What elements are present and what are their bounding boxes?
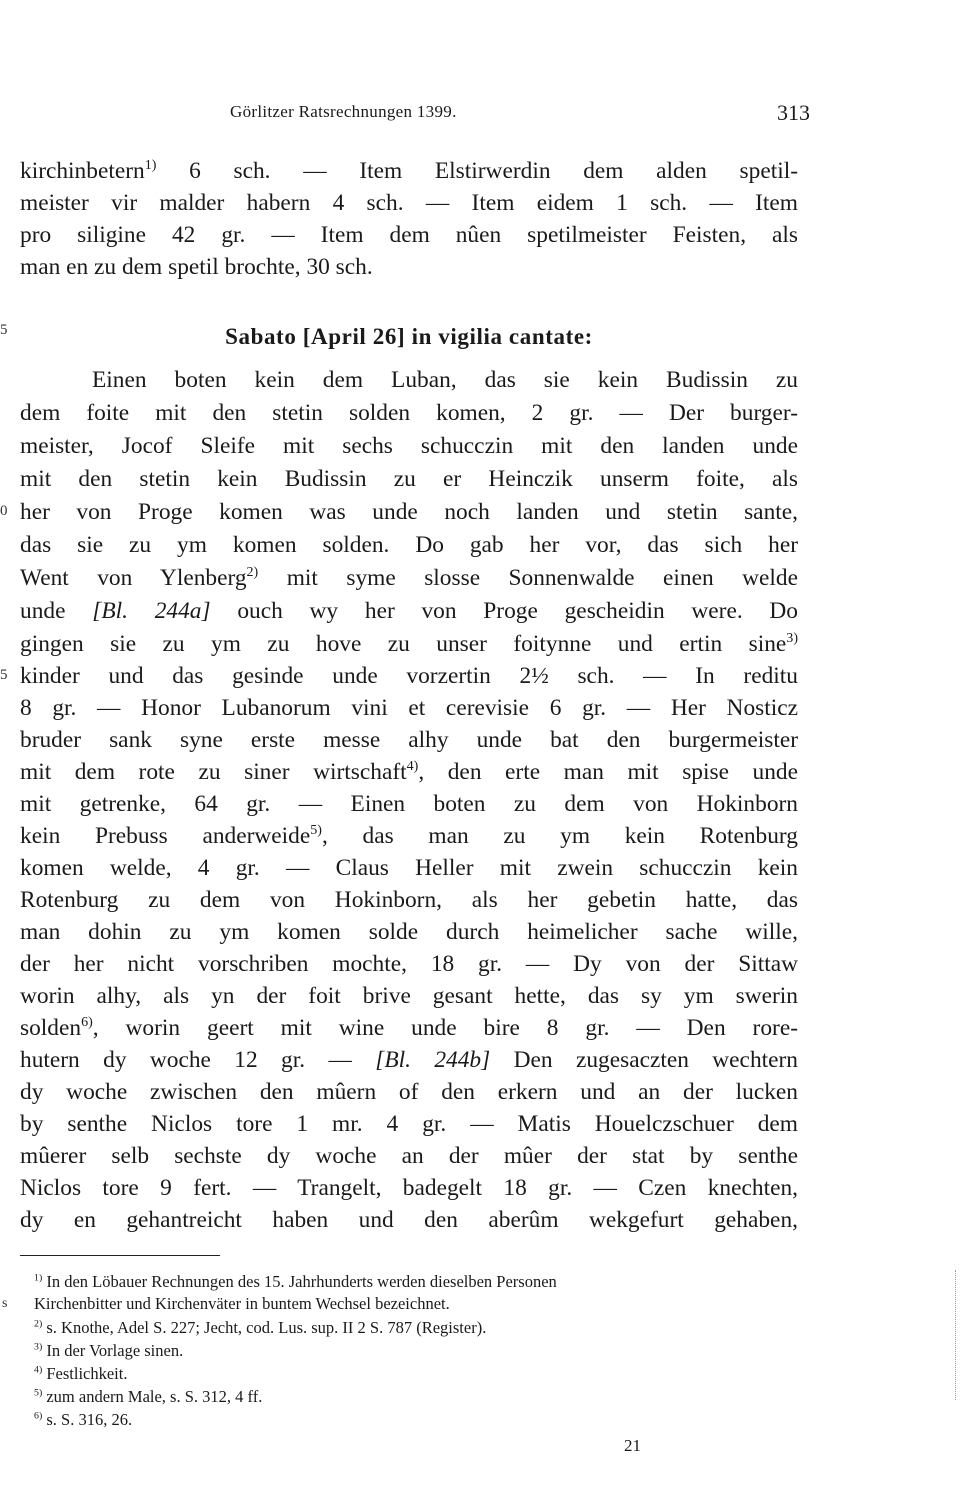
text-line: Einen boten kein dem Luban, das sie kein Budissin zu bbox=[92, 367, 798, 393]
text-line: mit dem rote zu siner wirtschaft$^{4)}$, den erte man mit spise unde bbox=[20, 758, 798, 785]
text-line: 8 gr. — Honor Lubanorum vini et cerevisie 6 gr. — Her Nosticz bbox=[20, 695, 798, 721]
margin-line-number: 5 bbox=[0, 667, 8, 683]
text-line: worin alhy, als yn der foit brive gesant hette, das sy ym swerin bbox=[20, 983, 798, 1009]
margin-line-number: 5 bbox=[0, 322, 8, 338]
text-line: mûerer selb sechste dy woche an der mûer der stat by senthe bbox=[20, 1143, 798, 1169]
text-line: man dohin zu ym komen solde durch heimelicher sache wille, bbox=[20, 919, 798, 945]
text-line: mit den stetin kein Budissin zu er Heinczik unserm foite, als bbox=[20, 466, 798, 492]
footnote: $^{6)}$ s. S. 316, 26. bbox=[34, 1410, 133, 1429]
footnote: Kirchenbitter und Kirchenväter in buntem Wechsel bezeichnet. bbox=[34, 1294, 450, 1313]
folio-reference: [Bl. 244b] bbox=[375, 1047, 491, 1073]
page-number: 313 bbox=[777, 100, 810, 125]
margin-line-number: 0 bbox=[0, 503, 8, 519]
text-line: gingen sie zu ym zu hove zu unser foitynne und ertin sine$^{3)}$ bbox=[20, 630, 798, 657]
text-line: dy en gehantreicht haben und den aberûm wekgefurt gehaben, bbox=[20, 1207, 798, 1233]
text-line: kirchinbetern$^{1)}$ 6 sch. — Item Elstirwerdin dem alden spetil- bbox=[20, 157, 798, 184]
text-line: bruder sank syne erste messe alhy unde bat den burgermeister bbox=[20, 727, 798, 753]
text-line: das sie zu ym komen solden. Do gab her vor, das sich her bbox=[20, 532, 798, 558]
text-line: Rotenburg zu dem von Hokinborn, als her gebetin hatte, das bbox=[20, 887, 798, 913]
text-line: dem foite mit den stetin solden komen, 2 gr. — Der burger- bbox=[20, 400, 798, 426]
footnote: $^{3)}$ In der Vorlage sinen. bbox=[34, 1341, 184, 1360]
running-title: Görlitzer Ratsrechnungen 1399. bbox=[230, 102, 457, 121]
footnote: $^{5)}$ zum andern Male, s. S. 312, 4 ff. bbox=[34, 1387, 263, 1406]
text-line: meister, Jocof Sleife mit sechs schucczin mit den landen unde bbox=[20, 433, 798, 459]
text-line: kein Prebuss anderweide$^{5)}$, das man zu ym kein Rotenburg bbox=[20, 822, 798, 849]
text-line: her von Proge komen was unde noch landen und stetin sante, bbox=[20, 499, 798, 525]
text-line: Went von Ylenberg$^{2)}$ mit syme slosse Sonnenwalde einen welde bbox=[20, 564, 798, 591]
running-header bbox=[230, 100, 810, 130]
text-line: mit getrenke, 64 gr. — Einen boten zu dem von Hokinborn bbox=[20, 791, 798, 817]
text-line: Niclos tore 9 fert. — Trangelt, badegelt 18 gr. — Czen knechten, bbox=[20, 1175, 798, 1201]
text-line: meister vir malder habern 4 sch. — Item eidem 1 sch. — Item bbox=[20, 190, 798, 216]
footnote-divider bbox=[20, 1255, 220, 1256]
text-line: kinder und das gesinde unde vorzertin 2½ sch. — In reditu bbox=[20, 663, 798, 689]
text-line: komen welde, 4 gr. — Claus Heller mit zwein schucczin kein bbox=[20, 855, 798, 881]
text-line: solden$^{6)}$, worin geert mit wine unde bire 8 gr. — Den rore- bbox=[20, 1014, 798, 1041]
footnote: $^{4)}$ Festlichkeit. bbox=[34, 1364, 128, 1383]
margin-line-number: s bbox=[2, 1296, 8, 1311]
text-line: pro siligine 42 gr. — Item dem nûen spetilmeister Feisten, als bbox=[20, 222, 798, 248]
text-line: dy woche zwischen den mûern of den erkern und an der lucken bbox=[20, 1079, 798, 1105]
text-line: man en zu dem spetil brochte, 30 sch. bbox=[20, 254, 373, 280]
text-line: unde [Bl. 244a] ouch wy her von Proge gescheidin were. Do bbox=[20, 598, 798, 624]
footnote: $^{2)}$ s. Knothe, Adel S. 227; Jecht, cod. Lus. sup. II 2 S. 787 (Register). bbox=[34, 1318, 487, 1337]
footnote: $^{1)}$ In den Löbauer Rechnungen des 15. Jahrhunderts werden dieselben Personen bbox=[34, 1272, 557, 1291]
section-heading: Sabato [April 26] in vigilia cantate: bbox=[225, 324, 593, 349]
page-edge-mark bbox=[955, 1270, 956, 1400]
folio-reference: [Bl. 244a] bbox=[92, 598, 211, 624]
text-line: hutern dy woche 12 gr. — [Bl. 244b] Den zugesaczten wechtern bbox=[20, 1047, 799, 1073]
text-line: der her nicht vorschriben mochte, 18 gr. — Dy von der Sittaw bbox=[20, 951, 798, 977]
text-line: by senthe Niclos tore 1 mr. 4 gr. — Matis Houelczschuer dem bbox=[20, 1111, 798, 1137]
signature-mark: 21 bbox=[624, 1436, 641, 1455]
